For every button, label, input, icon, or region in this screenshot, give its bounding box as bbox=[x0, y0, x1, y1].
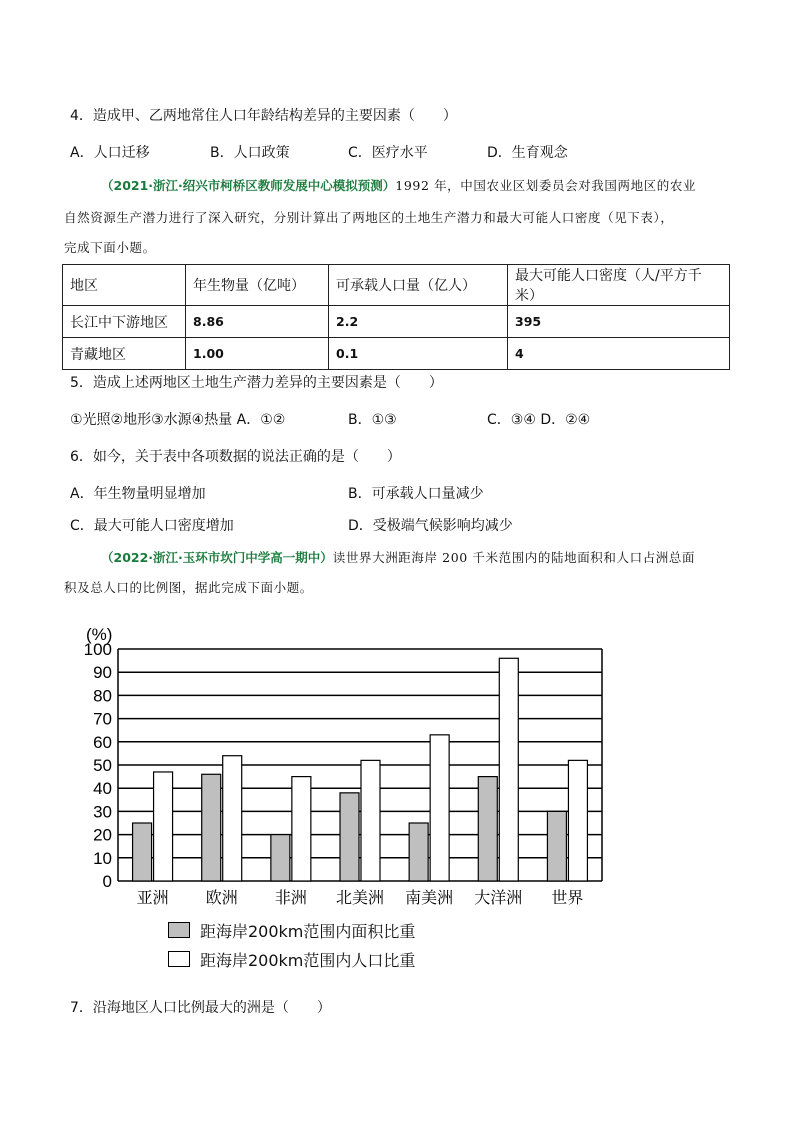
bar-population bbox=[568, 760, 587, 881]
bar-area bbox=[202, 774, 221, 881]
table-header-cell: 可承载人口量（亿人） bbox=[329, 265, 508, 306]
legend-swatch-population bbox=[168, 951, 190, 967]
table-header-row bbox=[63, 265, 730, 306]
table-header-cell: 年生物量（亿吨） bbox=[186, 265, 329, 306]
x-category-label: 非洲 bbox=[274, 888, 307, 907]
table-row bbox=[63, 306, 730, 338]
bar-population bbox=[430, 735, 449, 881]
y-tick-label: 100 bbox=[83, 640, 112, 659]
passage-2-source: （2022·浙江·玉环市坎门中学高一期中） bbox=[101, 550, 333, 565]
y-tick-label: 60 bbox=[93, 732, 112, 752]
table-row bbox=[63, 338, 730, 370]
bar-population bbox=[361, 760, 380, 881]
q4-option-d: D．生育观念 bbox=[487, 145, 568, 161]
table-cell: 青藏地区 bbox=[63, 338, 186, 370]
bar-area bbox=[271, 835, 290, 881]
q6-option-b: B．可承载人口量减少 bbox=[348, 486, 484, 502]
legend-item-population bbox=[168, 951, 415, 971]
legend-label-area: 距海岸200km范围内面积比重 bbox=[200, 922, 416, 941]
bar-area bbox=[133, 823, 152, 881]
q6-option-d: D．受极端气候影响均减少 bbox=[348, 518, 513, 534]
q4-option-a: A．人口迁移 bbox=[70, 145, 150, 161]
passage-1-line-2: 自然资源生产潜力进行了深入研究，分别计算出了两地区的土地生产潜力和最大可能人口密度（见下表）， bbox=[64, 210, 674, 225]
table-cell: 395 bbox=[508, 306, 730, 338]
x-category-label: 亚洲 bbox=[136, 888, 169, 907]
x-category-label: 欧洲 bbox=[205, 888, 238, 907]
question-5-stem: 5．造成上述两地区土地生产潜力差异的主要因素是（ ） bbox=[70, 375, 443, 391]
y-axis-label: (%) bbox=[86, 625, 113, 644]
table-header-cell: 最大可能人口密度（人/平方千米） bbox=[508, 265, 730, 306]
y-tick-label: 10 bbox=[93, 848, 112, 868]
bar-area bbox=[547, 811, 566, 881]
data-table bbox=[62, 264, 730, 370]
passage-2-line-2: 积及总人口的比例图，据此完成下面小题。 bbox=[64, 580, 313, 595]
passage-2-text-1: 读世界大洲距海岸 200 千米范围内的陆地面积和人口占洲总面 bbox=[332, 550, 696, 565]
table-cell: 0.1 bbox=[329, 338, 508, 370]
bar-population bbox=[154, 772, 173, 881]
question-4-stem: 4．造成甲、乙两地常住人口年龄结构差异的主要因素（ ） bbox=[70, 108, 457, 124]
table-cell: 2.2 bbox=[329, 306, 508, 338]
passage-1-text-1: 1992 年，中国农业区划委员会对我国两地区的农业 bbox=[395, 178, 697, 193]
table-cell: 长江中下游地区 bbox=[63, 306, 186, 338]
question-6-stem: 6．如今，关于表中各项数据的说法正确的是（ ） bbox=[70, 449, 401, 465]
legend-label-population: 距海岸200km范围内人口比重 bbox=[200, 951, 416, 970]
y-tick-label: 90 bbox=[93, 663, 112, 683]
y-tick-label: 30 bbox=[93, 802, 112, 822]
bar-population bbox=[499, 658, 518, 881]
bar-population bbox=[292, 777, 311, 881]
y-tick-label: 80 bbox=[93, 686, 112, 706]
bar-area bbox=[409, 823, 428, 881]
passage-1-line-3: 完成下面小题。 bbox=[64, 240, 156, 255]
passage-2-line-1 bbox=[101, 548, 695, 568]
y-tick-label: 40 bbox=[93, 779, 112, 799]
x-category-label: 北美洲 bbox=[335, 888, 385, 907]
bar-population bbox=[223, 756, 242, 881]
q5-options-line: ①光照②地形③水源④热量 A．①② bbox=[70, 412, 286, 428]
y-tick-label: 70 bbox=[93, 709, 112, 729]
q5-option-b: B．①③ bbox=[348, 412, 397, 428]
q4-option-b: B．人口政策 bbox=[210, 145, 290, 161]
legend-swatch-area bbox=[168, 922, 190, 938]
table-header-cell: 地区 bbox=[63, 265, 186, 306]
table-cell: 1.00 bbox=[186, 338, 329, 370]
q5-option-cd: C．③④ D．②④ bbox=[487, 412, 591, 428]
passage-1-source: （2021·浙江·绍兴市柯桥区教师发展中心模拟预测） bbox=[101, 178, 396, 193]
x-category-label: 南美洲 bbox=[405, 888, 454, 907]
bar-area bbox=[478, 777, 497, 881]
question-7-stem: 7．沿海地区人口比例最大的洲是（ ） bbox=[70, 1000, 331, 1016]
y-tick-label: 0 bbox=[102, 872, 112, 891]
q6-option-a: A．年生物量明显增加 bbox=[70, 486, 206, 502]
q4-option-c: C．医疗水平 bbox=[348, 145, 428, 161]
x-category-label: 大洋洲 bbox=[474, 888, 523, 907]
coastal-bar-chart bbox=[80, 622, 620, 922]
passage-1-line-1 bbox=[101, 176, 696, 196]
bar-area bbox=[340, 793, 359, 881]
y-tick-label: 20 bbox=[93, 825, 112, 845]
table-cell: 8.86 bbox=[186, 306, 329, 338]
y-tick-label: 50 bbox=[93, 756, 112, 775]
q6-option-c: C．最大可能人口密度增加 bbox=[70, 518, 234, 534]
x-category-label: 世界 bbox=[551, 888, 584, 907]
table-cell: 4 bbox=[508, 338, 730, 370]
legend-item-area bbox=[168, 922, 415, 942]
